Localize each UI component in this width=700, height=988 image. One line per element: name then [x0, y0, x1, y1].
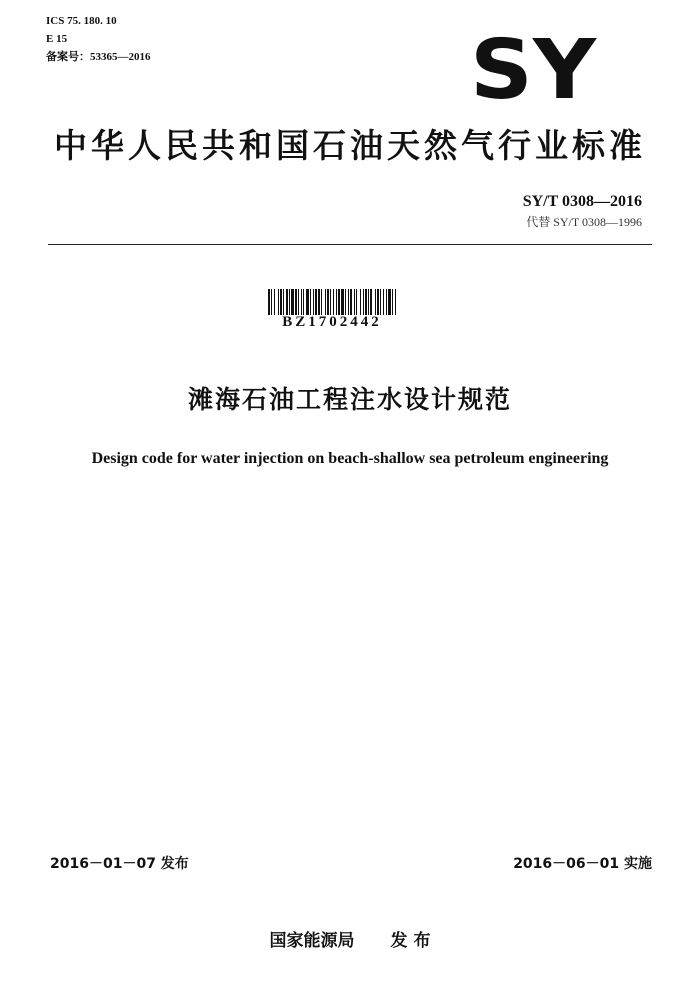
barcode-bar	[377, 289, 379, 315]
barcode-bar	[354, 289, 355, 315]
barcode-bar	[271, 289, 272, 315]
barcode-bar	[365, 289, 367, 315]
barcode-bar	[333, 289, 334, 315]
publisher-line	[0, 926, 700, 951]
barcode-bar	[350, 289, 352, 315]
barcode-bar	[278, 289, 279, 315]
barcode-bar	[301, 289, 302, 315]
document-title-english: Design code for water injection on beach-shallow sea petroleum engineering	[91, 450, 609, 467]
barcode-bar	[286, 289, 288, 315]
barcode-bar	[341, 289, 344, 315]
barcode-bar	[370, 289, 372, 315]
barcode-bar	[360, 289, 361, 315]
barcode-bar	[274, 289, 275, 315]
classification-code: E 15	[46, 33, 68, 45]
header-divider	[48, 244, 652, 245]
barcode-bar	[295, 289, 297, 315]
barcode-bar	[380, 289, 381, 315]
barcode-bar	[368, 289, 369, 315]
barcode-bar	[356, 289, 357, 315]
publisher-name: 国家能源局	[269, 931, 355, 951]
barcode-bar	[392, 289, 393, 315]
barcode-bar	[303, 289, 304, 315]
barcode-bar	[268, 289, 270, 315]
barcode-bar	[315, 289, 317, 315]
barcode-bar	[388, 289, 391, 315]
barcode-bar	[313, 289, 314, 315]
sy-logo-text: SY	[470, 32, 598, 104]
barcode-bar	[345, 289, 346, 315]
replaces-standard: 代替 SY/T 0308—1996	[526, 215, 642, 229]
barcode-bar	[386, 289, 387, 315]
barcode-bar	[325, 289, 326, 315]
document-title-chinese: 滩海石油工程注水设计规范	[187, 385, 512, 414]
barcode-bar	[306, 289, 309, 315]
barcode-bar	[289, 289, 290, 315]
barcode-bar	[280, 289, 282, 315]
barcode-bar	[318, 289, 320, 315]
publisher-action: 发 布	[390, 931, 431, 951]
barcode-bar	[291, 289, 294, 315]
barcode-bar	[348, 289, 349, 315]
barcode-bar	[327, 289, 329, 315]
barcode-bar	[383, 289, 384, 315]
standard-code: SY/T 0308—2016	[522, 193, 642, 210]
barcode-bar	[283, 289, 284, 315]
barcode-bar	[321, 289, 322, 315]
barcode-bar	[395, 289, 396, 315]
standard-number-block	[523, 192, 642, 232]
sy-logo	[468, 32, 598, 104]
classification-block	[46, 12, 151, 66]
implementation-date: 2016－06－01 实施	[513, 856, 652, 872]
barcode-number: BZ1702442	[282, 314, 382, 330]
barcode	[268, 289, 396, 315]
barcode-bar	[330, 289, 331, 315]
barcode-bar	[375, 289, 376, 315]
barcode-bar	[363, 289, 364, 315]
ics-code: ICS 75. 180. 10	[46, 15, 117, 27]
organization-title: 中华人民共和国石油天然气行业标准	[54, 126, 646, 165]
barcode-bar	[298, 289, 299, 315]
barcode-bar	[338, 289, 340, 315]
barcode-bar	[310, 289, 311, 315]
filing-number: 备案号：53365—2016	[46, 51, 151, 63]
issue-date: 2016－01－07 发布	[50, 856, 189, 872]
barcode-bar	[336, 289, 337, 315]
